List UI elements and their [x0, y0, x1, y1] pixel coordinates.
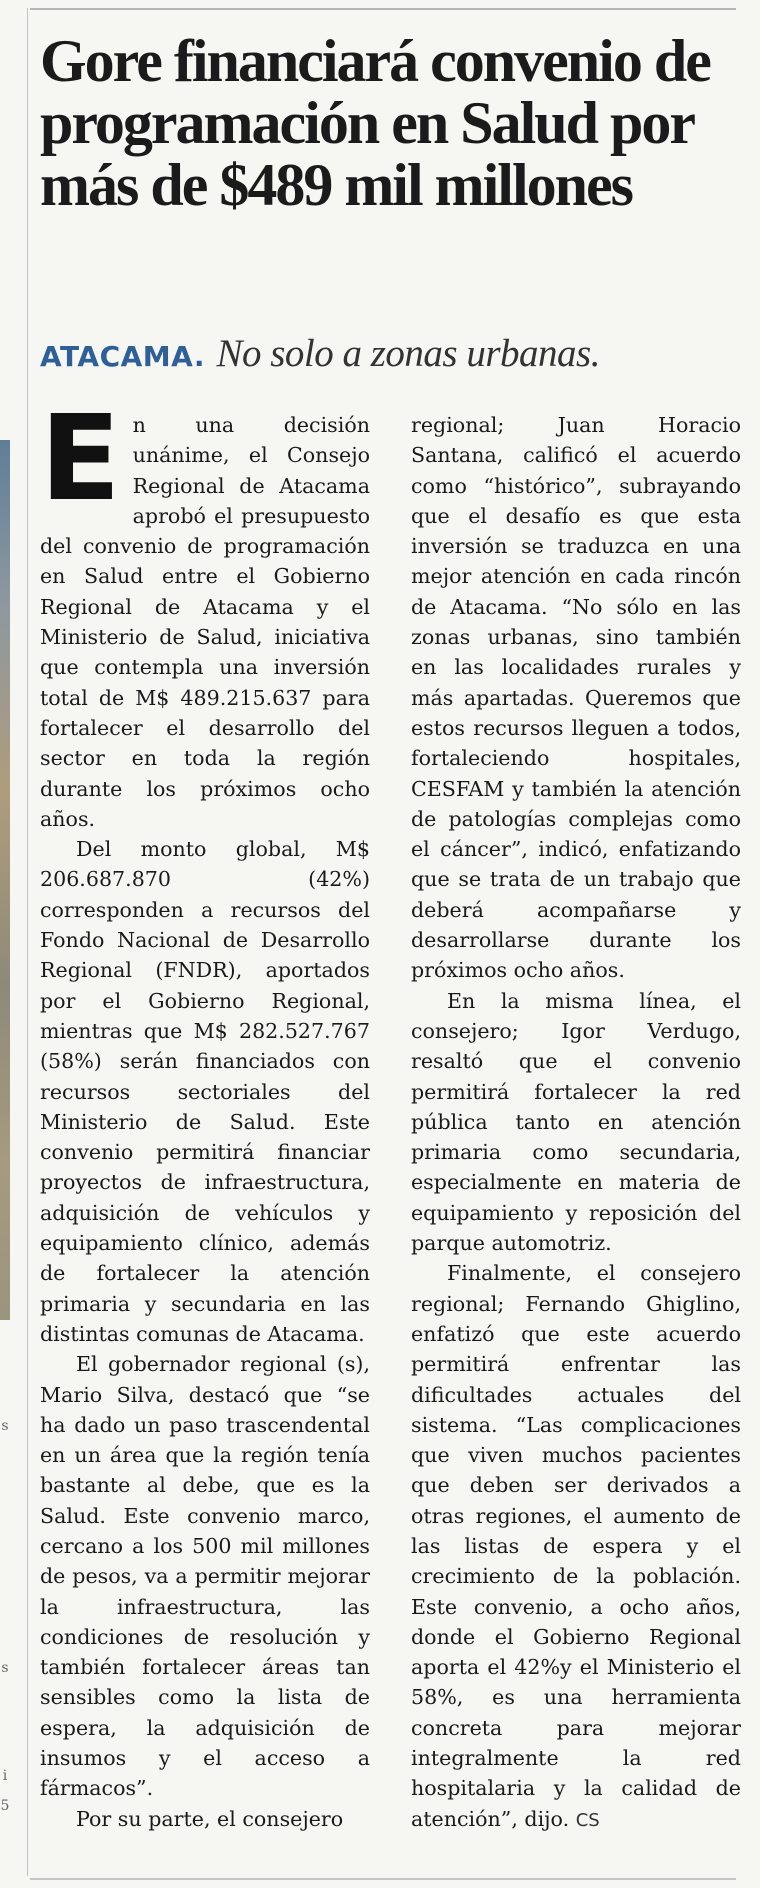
body-paragraph: [411, 1258, 741, 1836]
body-paragraph: regional; Juan Horacio Santana, calificó el acuerdo como “histórico”, subrayando que el desafío es que esta inversión se traduzca en una mejor atención en cada rincón de Atacama. “No sólo en las zonas urbanas, sino también en las localidades rurales y más apartadas. Queremos que estos recursos lleguen a todos, fortaleciendo hospitales, CESFAM y también la atención de patologías complejas como el cáncer”, indicó, enfatizando que se trata de un trabajo que deberá acompañarse y desarrollarse durante los próximos ocho años.: [411, 413, 741, 983]
deck: No solo a zonas urbanas.: [216, 332, 600, 375]
adjacent-text-glyph: s: [1, 1660, 9, 1676]
article-subhead: [40, 334, 740, 377]
body-paragraph: En la misma línea, el consejero; Igor Verdugo, resaltó que el convenio permitirá fortalecer la red pública tanto en atención primaria como secundaria, especialmente en materia de equipamiento y reposición del parque automotriz.: [411, 988, 741, 1256]
article-column-2: [411, 410, 741, 1836]
bottom-rule: [30, 1878, 736, 1880]
end-mark-icon: CS: [575, 1809, 600, 1831]
body-paragraph: El gobernador regional (s), Mario Silva, destacó que “se ha dado un paso trascendental en un área que la región tenía bastante al debe, que es la Salud. Este convenio marco, cercano a los 500 mil millones de pesos, va a permitir mejorar la infraestructura, las condiciones de resolución y también fortalecer áreas tan sensibles como la lista de espera, la adquisición de insumos y el acceso a fármacos”.: [40, 1352, 370, 1801]
adjacent-text-glyph: s: [1, 1418, 9, 1434]
article-headline: Gore financiará convenio de programación en Salud por más de $489 mil millones: [40, 28, 710, 218]
article-column-1: [40, 389, 370, 1834]
adjacent-photo-edge: [0, 440, 10, 1320]
body-paragraph: Por su parte, el consejero: [76, 1806, 344, 1831]
kicker: ATACAMA.: [40, 340, 205, 373]
paragraph-text: Finalmente, el consejero regional; Fernando Ghiglino, enfatizó que este acuerdo permitirá enfrentar las dificultades actuales del sistema. “Las complicaciones que viven muchos pacientes que deben ser derivados a otras regiones, el aumento de las listas de espera y el crecimiento de la población. Este convenio, a ocho años, donde el Gobierno Regional aporta el 42%y el Ministerio el 58%, es una herramienta concreta para mejorar integralmente la red hospitalaria y la calidad de atención”, dijo.: [411, 1261, 741, 1831]
adjacent-text-glyph: i: [2, 1768, 8, 1784]
adjacent-text-glyph: 5: [0, 1798, 10, 1814]
body-paragraph: Del monto global, M$ 206.687.870 (42%) corresponden a recursos del Fondo Nacional de Desarrollo Regional (FNDR), aportados por el Gobierno Regional, mientras que M$ 282.527.767 (58%) serán financiados con recursos sectoriales del Ministerio de Salud. Este convenio permitirá financiar proyectos de infraestructura, adquisición de vehículos y equipamiento clínico, además de fortalecer la atención primaria y secundaria en las distintas comunas de Atacama.: [40, 837, 370, 1346]
paragraph-text: n una decisión unánime, el Consejo Regional de Atacama aprobó el presupuesto del convenio de programación en Salud entre el Gobierno Regional de Atacama y el Ministerio de Salud, iniciativa que contempla una inversión total de M$ 489.215.637 para fortalecer el desarrollo del sector en toda la región durante los próximos ocho años.: [40, 413, 370, 831]
top-rule: [30, 8, 736, 10]
drop-cap: E: [40, 389, 121, 527]
body-paragraph: [40, 389, 370, 834]
column-divider: [27, 8, 28, 1876]
